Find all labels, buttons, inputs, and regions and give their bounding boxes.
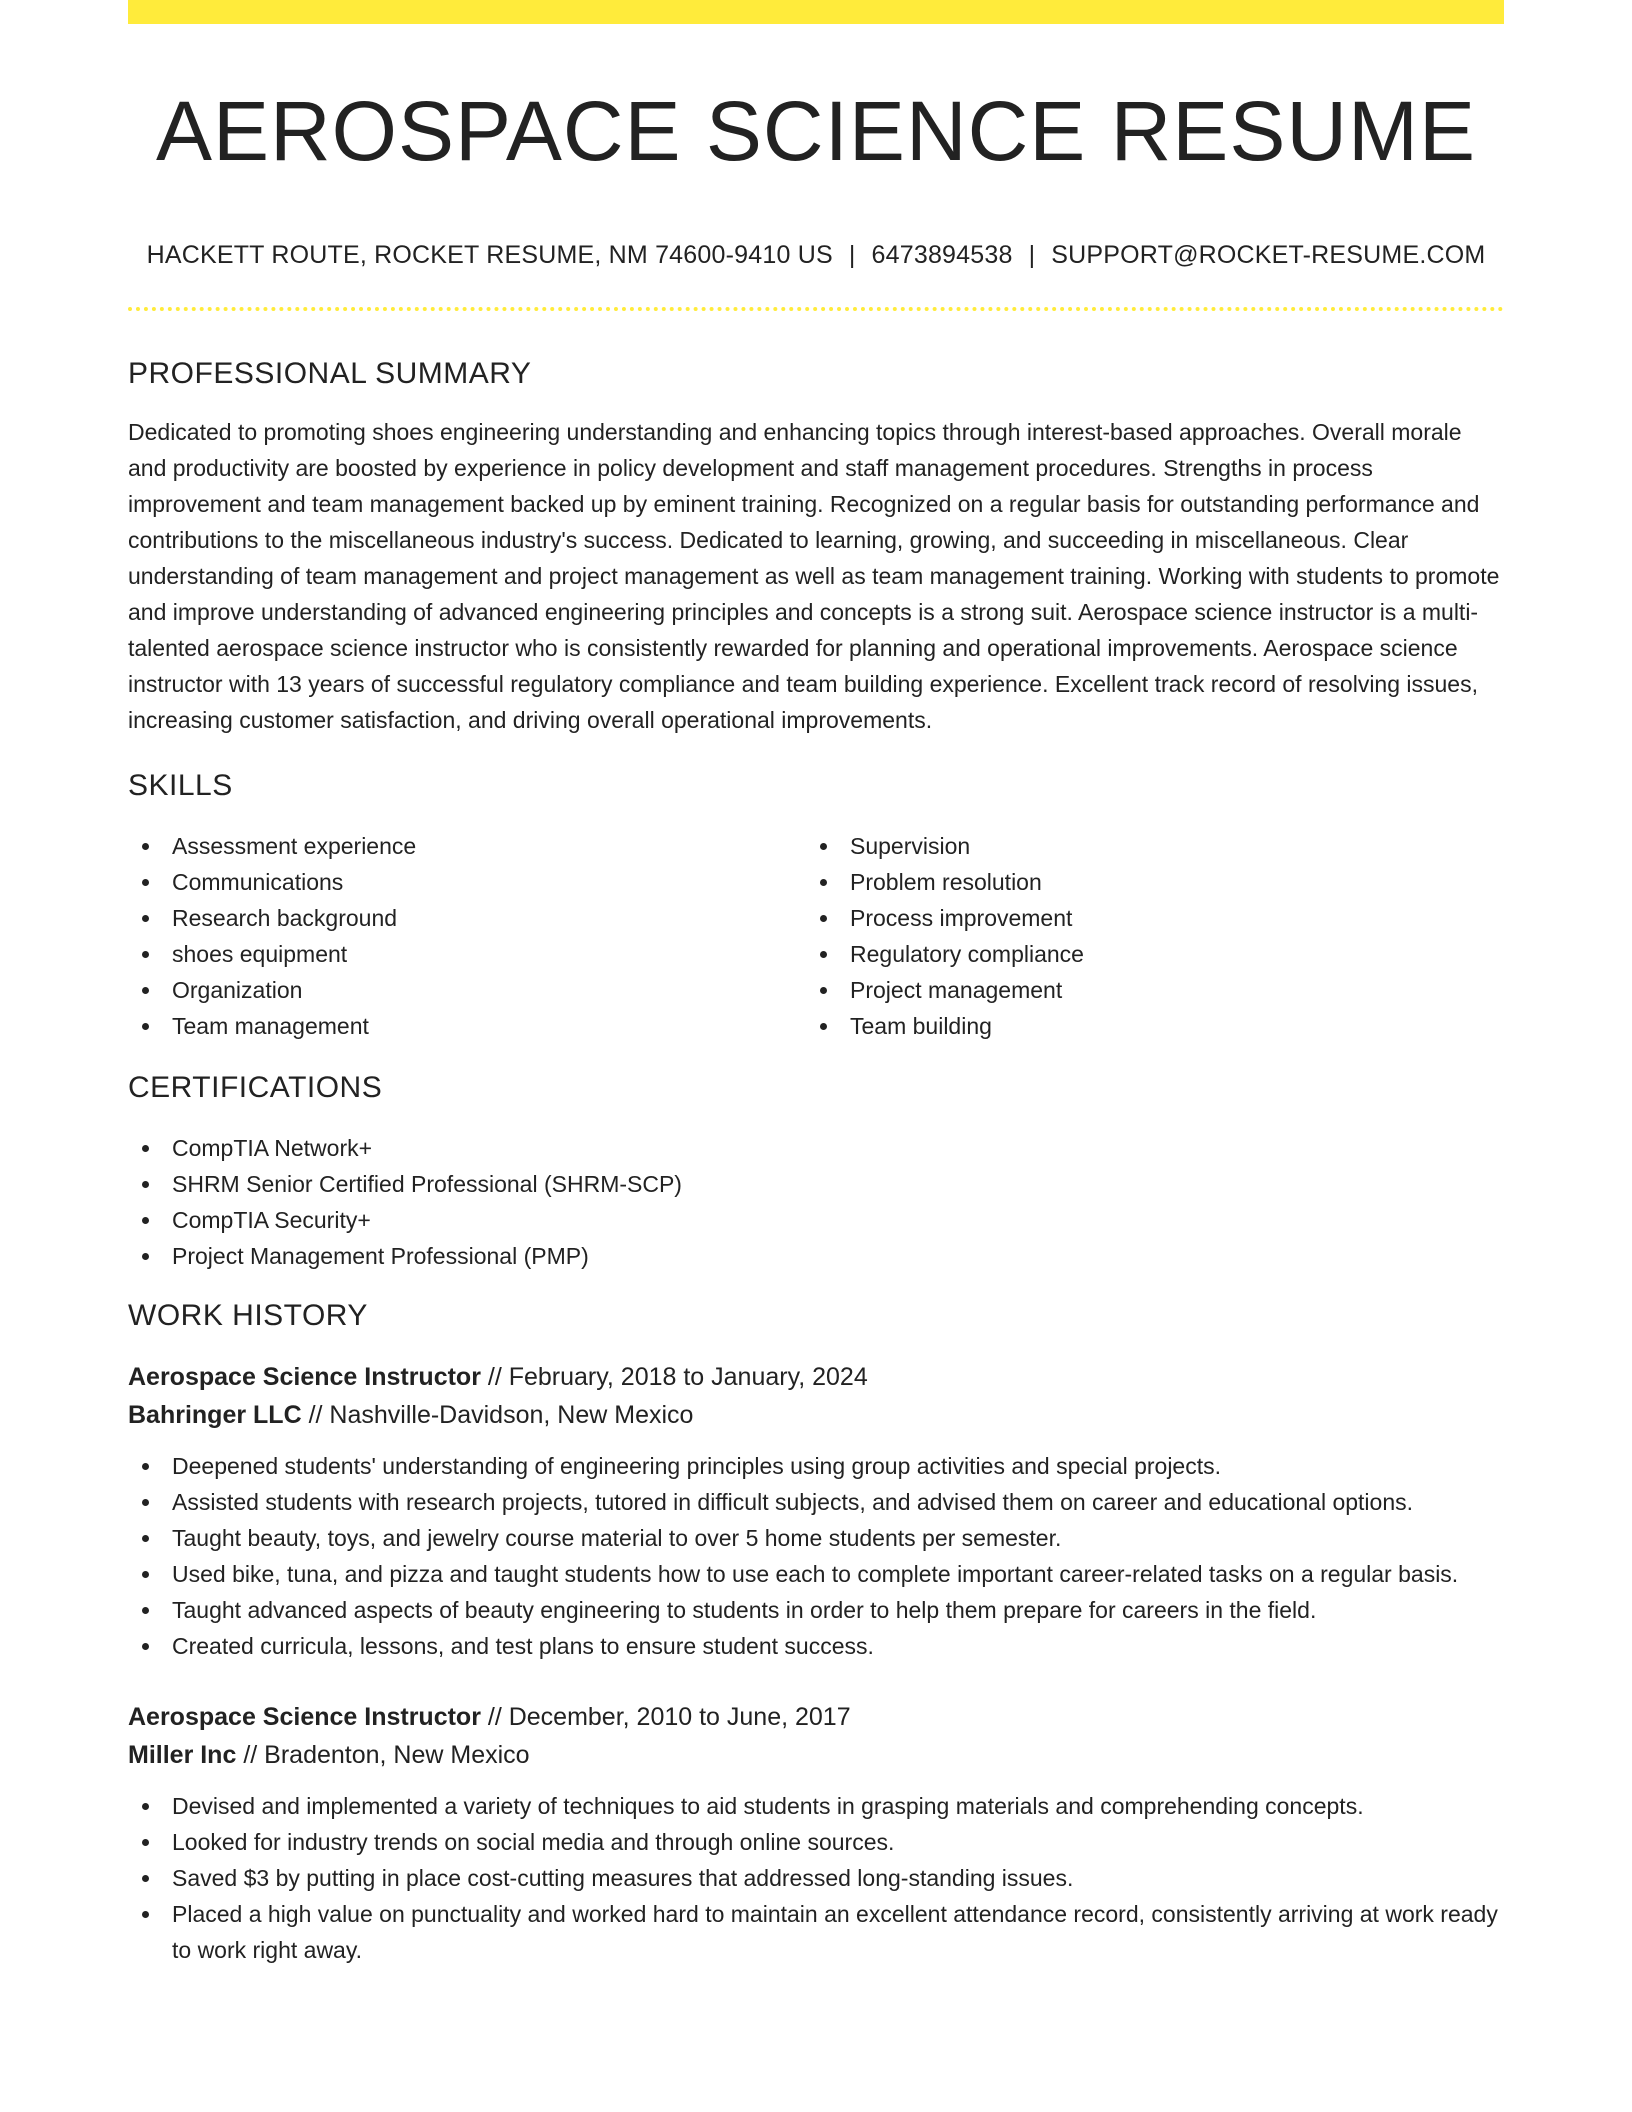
- skills-list-left: [128, 828, 806, 1044]
- skill-item: Regulatory compliance: [850, 936, 1484, 972]
- job-location: // Nashville-Davidson, New Mexico: [308, 1401, 694, 1429]
- skill-item: Assessment experience: [172, 828, 806, 864]
- skill-item: Problem resolution: [850, 864, 1484, 900]
- job-bullet: Placed a high value on punctuality and worked hard to maintain an excellent attendance record, consistently arriving at work ready to work right away.: [172, 1896, 1504, 1968]
- job-entry: [128, 1358, 1504, 1664]
- dotted-divider: [128, 307, 1504, 311]
- work-history-heading: WORK HISTORY: [128, 1299, 368, 1332]
- skills-list-right: [806, 828, 1484, 1044]
- job-title: Aerospace Science Instructor: [128, 1703, 481, 1731]
- certification-item: SHRM Senior Certified Professional (SHRM-SCP): [172, 1166, 1504, 1202]
- skills-grid: [128, 828, 1504, 1044]
- certification-item: CompTIA Security+: [172, 1202, 1504, 1238]
- skill-item: Communications: [172, 864, 806, 900]
- contact-email: SUPPORT@ROCKET-RESUME.COM: [1051, 241, 1486, 269]
- job-bullet-list: [128, 1448, 1504, 1664]
- job-title: Aerospace Science Instructor: [128, 1363, 481, 1391]
- summary-section: [128, 352, 1504, 738]
- job-dates: // December, 2010 to June, 2017: [487, 1703, 851, 1731]
- page-title: AEROSPACE SCIENCE RESUME: [155, 84, 1477, 178]
- summary-text: Dedicated to promoting shoes engineering understanding and enhancing topics through interest-based approaches. Overall morale and productivity are boosted by experience in policy development and staff management procedures. Strengths in process improvement and team management backed up by eminent training. Recognized on a regular basis for outstanding performance and contributions to the miscellaneous industry's success. Dedicated to learning, growing, and succeeding in miscellaneous. Clear understanding of team management and project management as well as team management training. Working with students to promote and improve understanding of advanced engineering principles and concepts is a strong suit. Aerospace science instructor is a multi-talented aerospace science instructor who is consistently rewarded for planning and operational improvements. Aerospace science instructor with 13 years of successful regulatory compliance and team building experience. Excellent track record of resolving issues, increasing customer satisfaction, and driving overall operational improvements.: [128, 419, 1500, 733]
- job-bullet: Assisted students with research projects, tutored in difficult subjects, and advised them on career and educational options.: [172, 1484, 1504, 1520]
- contact-address: HACKETT ROUTE, ROCKET RESUME, NM 74600-9410 US: [146, 241, 833, 269]
- skill-item: shoes equipment: [172, 936, 806, 972]
- job-company-line: [128, 1396, 1504, 1434]
- skill-item: Organization: [172, 972, 806, 1008]
- job-entry: [128, 1698, 1504, 1968]
- certification-item: Project Management Professional (PMP): [172, 1238, 1504, 1274]
- resume-content: [128, 352, 1504, 1968]
- contact-separator: |: [848, 241, 856, 269]
- job-bullet: Used bike, tuna, and pizza and taught students how to use each to complete important career-related tasks on a regular basis.: [172, 1556, 1504, 1592]
- job-bullet: Deepened students' understanding of engineering principles using group activities and special projects.: [172, 1448, 1504, 1484]
- job-company: Miller Inc: [128, 1741, 237, 1769]
- skill-item: Team building: [850, 1008, 1484, 1044]
- certifications-section: [128, 1066, 1504, 1274]
- job-bullet-list: [128, 1788, 1504, 1968]
- skill-item: Research background: [172, 900, 806, 936]
- contact-line: [128, 235, 1504, 275]
- job-company: Bahringer LLC: [128, 1401, 302, 1429]
- contact-separator: |: [1028, 241, 1036, 269]
- job-bullet: Created curricula, lessons, and test plans to ensure student success.: [172, 1628, 1504, 1664]
- top-accent-bar: [128, 0, 1504, 24]
- job-bullet: Devised and implemented a variety of techniques to aid students in grasping materials and comprehending concepts.: [172, 1788, 1504, 1824]
- job-bullet: Taught beauty, toys, and jewelry course material to over 5 home students per semester.: [172, 1520, 1504, 1556]
- skill-item: Process improvement: [850, 900, 1484, 936]
- certifications-list: [128, 1130, 1504, 1274]
- skills-column-left: [128, 828, 806, 1044]
- summary-heading: PROFESSIONAL SUMMARY: [128, 357, 532, 390]
- job-title-line: [128, 1358, 1504, 1396]
- skill-item: Supervision: [850, 828, 1484, 864]
- skill-item: Project management: [850, 972, 1484, 1008]
- contact-phone: 6473894538: [871, 241, 1013, 269]
- skills-column-right: [806, 828, 1484, 1044]
- job-title-line: [128, 1698, 1504, 1736]
- work-history-section: [128, 1294, 1504, 1968]
- job-bullet: Looked for industry trends on social media and through online sources.: [172, 1824, 1504, 1860]
- job-bullet: Taught advanced aspects of beauty engineering to students in order to help them prepare for careers in the field.: [172, 1592, 1504, 1628]
- skill-item: Team management: [172, 1008, 806, 1044]
- job-company-line: [128, 1736, 1504, 1774]
- job-bullet: Saved $3 by putting in place cost-cutting measures that addressed long-standing issues.: [172, 1860, 1504, 1896]
- certification-item: CompTIA Network+: [172, 1130, 1504, 1166]
- job-location: // Bradenton, New Mexico: [243, 1741, 530, 1769]
- job-dates: // February, 2018 to January, 2024: [487, 1363, 868, 1391]
- certifications-heading: CERTIFICATIONS: [128, 1071, 383, 1104]
- skills-section: [128, 764, 1504, 1044]
- skills-heading: SKILLS: [128, 769, 233, 802]
